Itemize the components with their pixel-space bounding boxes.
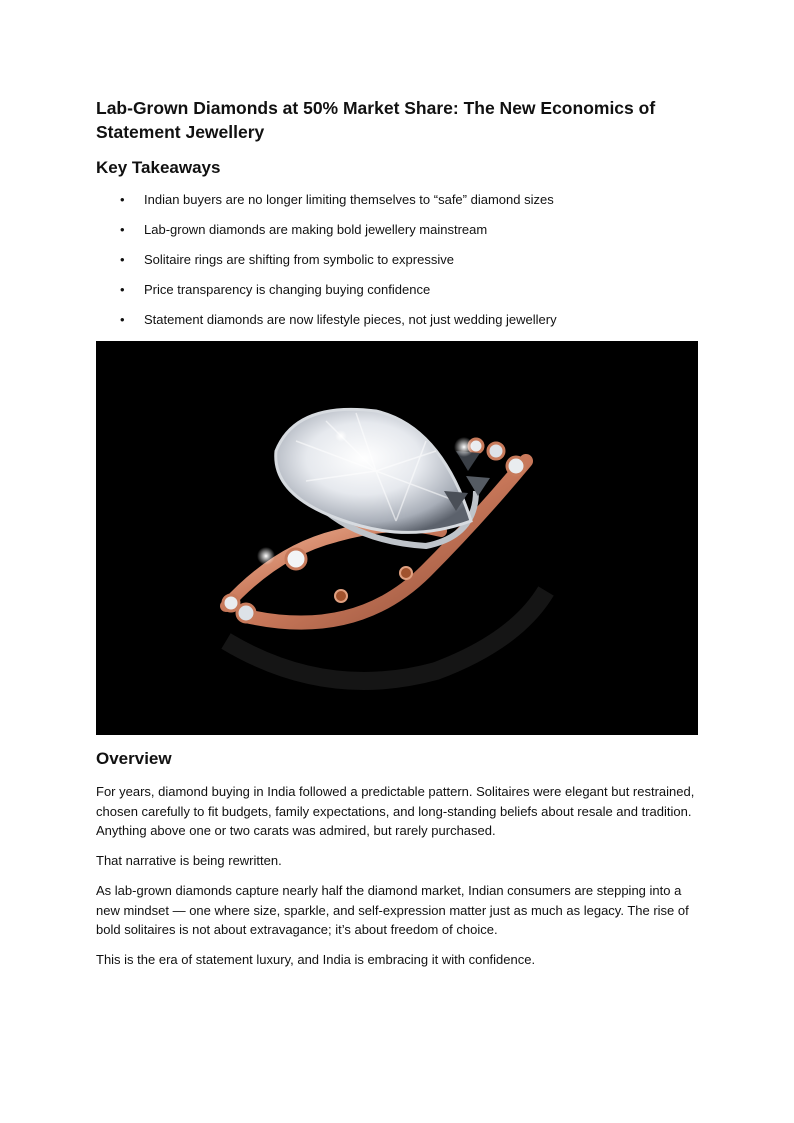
overview-paragraph: As lab-grown diamonds capture nearly half the diamond market, Indian consumers are stepping into a new mindset — one where size, sparkle, and self-expression matter just as much as legacy. The rise of bold solitaires is not about extravagance; it’s about freedom of choice. — [96, 883, 689, 937]
takeaway-text: Indian buyers are no longer limiting themselves to “safe” diamond sizes — [144, 192, 554, 207]
pear-diamond-ring-image — [96, 341, 698, 735]
overview-paragraph: This is the era of statement luxury, and India is embracing it with confidence. — [96, 952, 536, 967]
takeaway-text: Statement diamonds are now lifestyle pieces, not just wedding jewellery — [144, 312, 557, 327]
overview-paragraph: That narrative is being rewritten. — [96, 853, 282, 868]
bullet-icon: • — [120, 252, 125, 267]
overview-paragraph: For years, diamond buying in India followed a predictable pattern. Solitaires were elegant but restrained, chosen carefully to fit budgets, family expectations, and long-standing beliefs about resale and tradition. Anything above one or two carats was admired, but rarely purchased. — [96, 784, 695, 838]
key-takeaways-list — [96, 190, 698, 340]
overview-heading: Overview — [96, 749, 172, 768]
list-item — [96, 190, 698, 210]
takeaway-text: Lab-grown diamonds are making bold jewellery mainstream — [144, 222, 488, 237]
article-title: Lab-Grown Diamonds at 50% Market Share: The New Economics of Statement Jewellery — [96, 98, 656, 142]
bullet-icon: • — [120, 222, 125, 237]
list-item — [96, 220, 698, 240]
bullet-icon: • — [120, 192, 125, 207]
bullet-icon: • — [120, 282, 125, 297]
hero-image — [96, 341, 698, 735]
list-item — [96, 280, 698, 300]
list-item — [96, 310, 698, 330]
takeaway-text: Price transparency is changing buying confidence — [144, 282, 431, 297]
takeaway-text: Solitaire rings are shifting from symbolic to expressive — [144, 252, 454, 267]
list-item — [96, 250, 698, 270]
bullet-icon: • — [120, 312, 125, 327]
key-takeaways-heading: Key Takeaways — [96, 158, 221, 177]
